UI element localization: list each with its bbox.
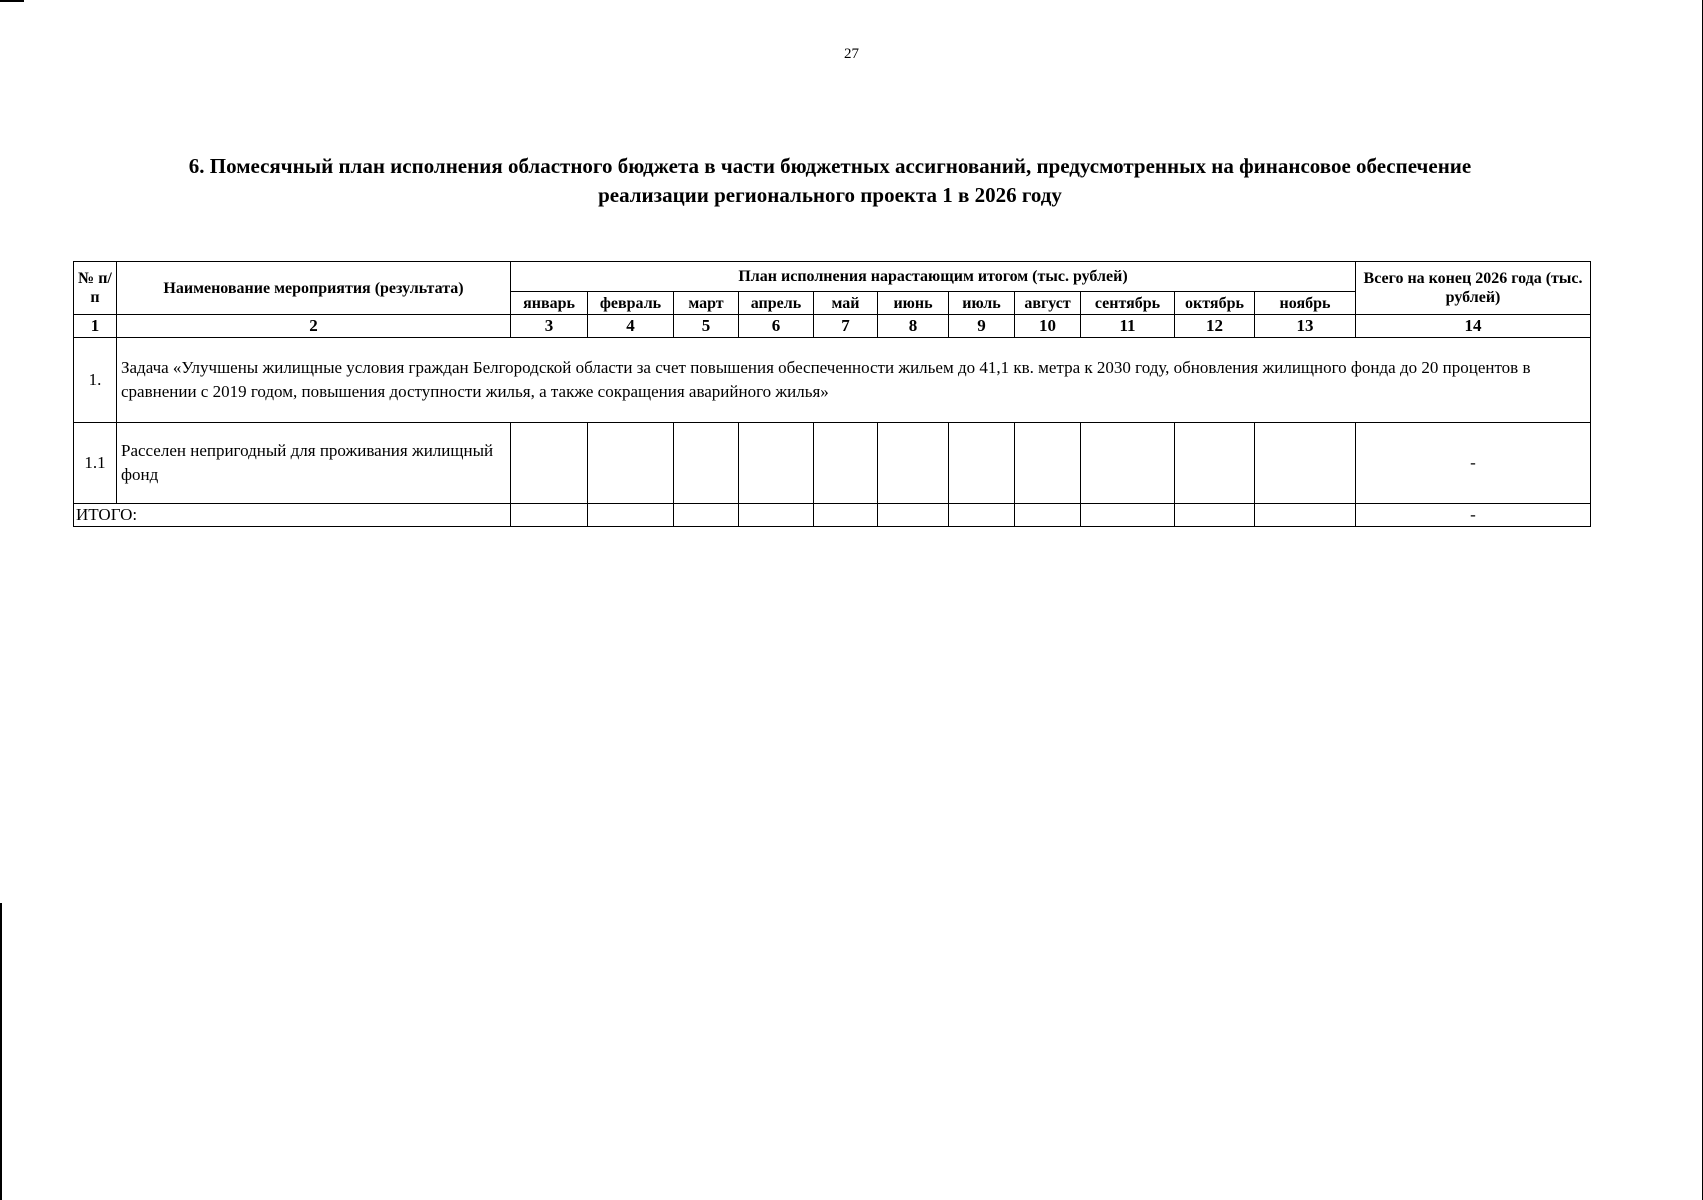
header-month: апрель	[739, 292, 814, 315]
column-numbers-row	[74, 315, 1591, 338]
column-number: 6	[739, 315, 814, 338]
grand-total-value: -	[1356, 504, 1591, 527]
header-month: май	[814, 292, 878, 315]
header-month: февраль	[588, 292, 674, 315]
month-value-cell	[511, 423, 588, 504]
header-month: январь	[511, 292, 588, 315]
item-total-value: -	[1356, 423, 1591, 504]
month-total-cell	[511, 504, 588, 527]
month-value-cell	[674, 423, 739, 504]
header-month: июнь	[878, 292, 949, 315]
month-total-cell	[814, 504, 878, 527]
page-number: 27	[844, 46, 859, 62]
month-value-cell	[949, 423, 1015, 504]
title-line-1: 6. Помесячный план исполнения областного бюджета в части бюджетных ассигнований, предусмотренных на финансовое обеспечение	[188, 154, 1472, 178]
month-total-cell	[1255, 504, 1356, 527]
month-total-cell	[949, 504, 1015, 527]
table-row	[74, 423, 1591, 504]
month-value-cell	[814, 423, 878, 504]
month-value-cell	[878, 423, 949, 504]
month-value-cell	[739, 423, 814, 504]
column-number: 4	[588, 315, 674, 338]
column-number: 2	[117, 315, 511, 338]
header-month: октябрь	[1175, 292, 1255, 315]
month-total-cell	[739, 504, 814, 527]
header-plan: План исполнения нарастающим итогом (тыс. рублей)	[511, 262, 1356, 292]
month-value-cell	[588, 423, 674, 504]
column-number: 13	[1255, 315, 1356, 338]
task-row-number: 1.	[74, 338, 117, 423]
column-number: 3	[511, 315, 588, 338]
header-total-year: Всего на конец 2026 года (тыс. рублей)	[1356, 262, 1591, 315]
column-number: 8	[878, 315, 949, 338]
scan-artifact-line	[0, 0, 24, 2]
column-number: 11	[1081, 315, 1175, 338]
table-header-row	[74, 262, 1591, 292]
title-line-2: реализации регионального проекта 1 в 2026 году	[598, 183, 1062, 207]
document-title	[110, 152, 1550, 210]
month-total-cell	[1015, 504, 1081, 527]
month-value-cell	[1015, 423, 1081, 504]
column-number: 14	[1356, 315, 1591, 338]
item-row-number: 1.1	[74, 423, 117, 504]
month-total-cell	[588, 504, 674, 527]
task-description: Задача «Улучшены жилищные условия граждан Белгородской области за счет повышения обеспеченности жильем до 41,1 кв. метра к 2030 году, обновления жилищного фонда до 20 процентов в сравнении с 2019 годом, повышения доступности жилья, а также сокращения аварийного жилья»	[117, 338, 1591, 423]
header-month: июль	[949, 292, 1015, 315]
month-total-cell	[1175, 504, 1255, 527]
header-month: сентябрь	[1081, 292, 1175, 315]
month-value-cell	[1255, 423, 1356, 504]
column-number: 5	[674, 315, 739, 338]
task-row	[74, 338, 1591, 423]
header-activity-name: Наименование мероприятия (результата)	[117, 262, 511, 315]
month-value-cell	[1175, 423, 1255, 504]
column-number: 12	[1175, 315, 1255, 338]
month-value-cell	[1081, 423, 1175, 504]
column-number: 7	[814, 315, 878, 338]
scan-artifact-edge-left	[0, 903, 2, 1200]
header-month: ноябрь	[1255, 292, 1356, 315]
item-name: Расселен непригодный для проживания жилищный фонд	[117, 423, 511, 504]
column-number: 1	[74, 315, 117, 338]
header-month: март	[674, 292, 739, 315]
month-total-cell	[1081, 504, 1175, 527]
column-number: 10	[1015, 315, 1081, 338]
month-total-cell	[878, 504, 949, 527]
total-label: ИТОГО:	[74, 504, 511, 527]
total-row	[74, 504, 1591, 527]
header-row-number: № п/п	[74, 262, 117, 315]
header-month: август	[1015, 292, 1081, 315]
budget-plan-table	[73, 261, 1591, 527]
column-number: 9	[949, 315, 1015, 338]
month-total-cell	[674, 504, 739, 527]
